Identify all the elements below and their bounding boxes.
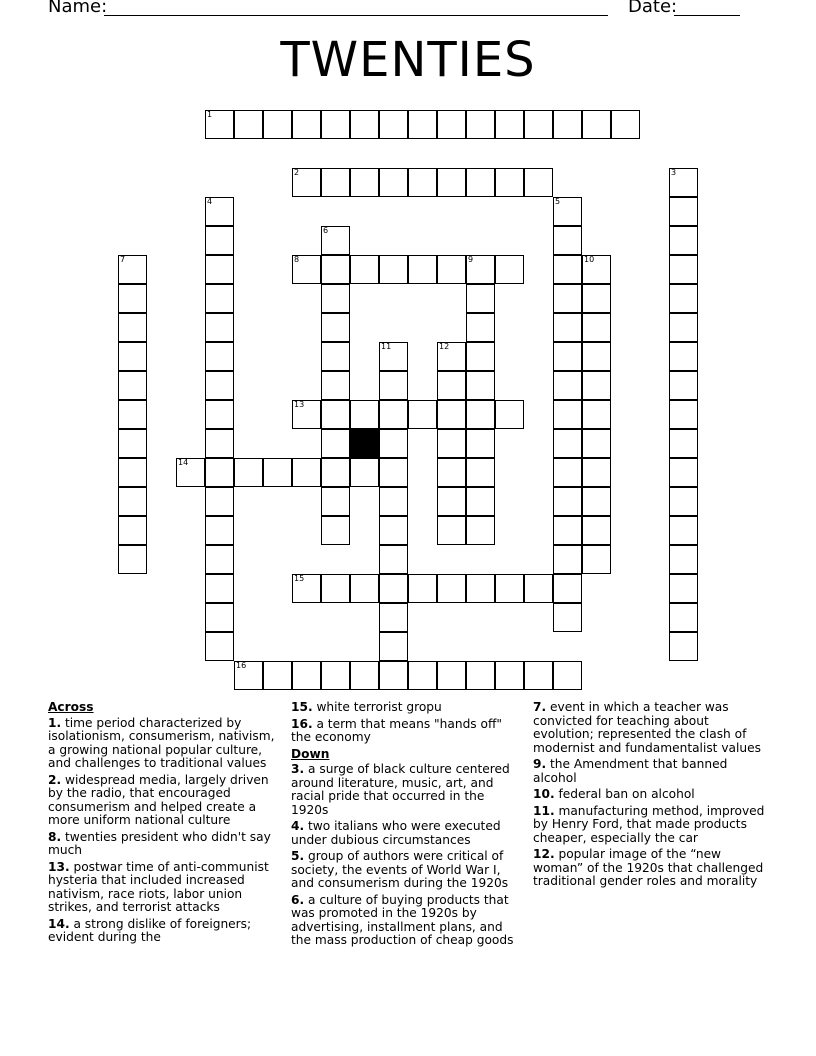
grid-cell[interactable] (611, 110, 640, 139)
grid-cell[interactable] (466, 429, 495, 458)
grid-cell[interactable] (437, 429, 466, 458)
clue-text: a term that means "hands off" the economy (291, 716, 502, 744)
grid-cell[interactable] (379, 603, 408, 632)
clue-text: twenties president who didn't say much (48, 829, 271, 857)
grid-cell[interactable] (321, 255, 350, 284)
grid-cell[interactable] (379, 110, 408, 139)
grid-cell[interactable] (292, 458, 321, 487)
clue-down-3 (291, 763, 523, 817)
grid-cell[interactable] (379, 545, 408, 574)
clue-number-label: 7 (120, 255, 126, 264)
grid-cell[interactable] (669, 603, 698, 632)
clue-number: 9. (533, 757, 547, 771)
grid-cell[interactable] (553, 284, 582, 313)
grid-cell[interactable] (553, 574, 582, 603)
grid-cell[interactable] (205, 110, 234, 139)
grid-cell[interactable] (466, 458, 495, 487)
grid-cell[interactable] (669, 342, 698, 371)
grid-cell[interactable] (669, 371, 698, 400)
clue-text: widespread media, largely driven by the radio, that encouraged consumerism and helped create a more uniform national culture (48, 772, 269, 827)
grid-cell[interactable] (582, 313, 611, 342)
clue-across-14 (48, 918, 280, 945)
clue-number-label: 5 (555, 197, 561, 206)
grid-cell[interactable] (379, 574, 408, 603)
grid-cell[interactable] (350, 110, 379, 139)
grid-cell[interactable] (321, 458, 350, 487)
grid-cell[interactable] (582, 371, 611, 400)
grid-cell[interactable] (205, 487, 234, 516)
grid-cell[interactable] (205, 603, 234, 632)
grid-cell[interactable] (466, 400, 495, 429)
clue-number-label: 9 (468, 255, 474, 264)
clue-text: a culture of buying products that was promoted in the 1920s by advertising, installment plans, and the mass production of cheap goods (291, 892, 514, 947)
grid-cell[interactable] (669, 313, 698, 342)
grid-cell[interactable] (234, 110, 263, 139)
date-label: Date: (628, 0, 678, 17)
grid-cell[interactable] (350, 661, 379, 690)
grid-cell[interactable] (466, 487, 495, 516)
clue-text: manufacturing method, improved by Henry Ford, that made products cheaper, especially the car (533, 803, 765, 845)
grid-cell[interactable] (321, 400, 350, 429)
grid-cell[interactable] (495, 255, 524, 284)
grid-cell[interactable] (118, 255, 147, 284)
grid-cell[interactable] (582, 429, 611, 458)
clue-number: 15. (291, 700, 313, 714)
clue-number-label: 1 (207, 110, 213, 119)
grid-cell[interactable] (176, 458, 205, 487)
grid-cell[interactable] (466, 110, 495, 139)
grid-cell[interactable] (524, 110, 553, 139)
grid-cell[interactable] (205, 400, 234, 429)
clue-number-label: 13 (294, 400, 305, 409)
grid-cell[interactable] (437, 487, 466, 516)
name-label: Name: (48, 0, 108, 17)
clue-down-6 (291, 894, 523, 948)
grid-cell[interactable] (321, 342, 350, 371)
clue-number: 12. (533, 847, 555, 861)
clue-number-label: 10 (584, 255, 595, 264)
clue-number: 16. (291, 716, 313, 731)
grid-cell[interactable] (669, 168, 698, 197)
clue-down-4 (291, 820, 523, 847)
clue-number-label: 16 (236, 661, 247, 670)
clue-text: event in which a teacher was convicted for teaching about evolution; represented the clash of modernist and fundamentalist values (533, 700, 761, 755)
clues-column-3 (533, 701, 769, 892)
grid-cell[interactable] (263, 110, 292, 139)
grid-cell[interactable] (553, 110, 582, 139)
clue-text: postwar time of anti-communist hysteria that included increased nativism, race riots, labor union strikes, and terrorist attacks (48, 859, 269, 914)
grid-cell[interactable] (118, 313, 147, 342)
grid-cell[interactable] (437, 516, 466, 545)
grid-cell[interactable] (292, 574, 321, 603)
grid-cell[interactable] (321, 661, 350, 690)
grid-cell[interactable] (408, 255, 437, 284)
grid-cell[interactable] (669, 487, 698, 516)
grid-cell[interactable] (408, 110, 437, 139)
grid-cell[interactable] (379, 516, 408, 545)
across-heading: Across (48, 700, 94, 714)
grid-cell[interactable] (118, 371, 147, 400)
grid-cell[interactable] (379, 429, 408, 458)
grid-cell[interactable] (466, 284, 495, 313)
clue-text: time period characterized by isolationism, consumerism, nativism, a growing national popular culture, and challenges to traditional values (48, 715, 275, 770)
grid-cell[interactable] (118, 487, 147, 516)
grid-cell[interactable] (495, 168, 524, 197)
grid-cell[interactable] (582, 110, 611, 139)
clue-across-8 (48, 831, 280, 858)
clue-number-label: 14 (178, 458, 189, 467)
grid-cell[interactable] (408, 661, 437, 690)
grid-cell[interactable] (350, 458, 379, 487)
grid-cell[interactable] (582, 545, 611, 574)
grid-cell[interactable] (379, 255, 408, 284)
grid-cell[interactable] (669, 632, 698, 661)
grid-cell[interactable] (437, 110, 466, 139)
grid-cell[interactable] (582, 516, 611, 545)
clue-down-11 (533, 805, 769, 846)
grid-cell[interactable] (234, 661, 263, 690)
clue-number: 10. (533, 787, 555, 801)
grid-cell[interactable] (205, 632, 234, 661)
grid-cell[interactable] (205, 516, 234, 545)
clue-text: white terrorist gropu (316, 700, 442, 714)
clue-text: popular image of the “new woman” of the 1920s that challenged traditional gender roles and morality (533, 847, 764, 888)
grid-cell[interactable] (495, 400, 524, 429)
grid-cell[interactable] (524, 168, 553, 197)
grid-cell[interactable] (205, 371, 234, 400)
grid-cell[interactable] (321, 110, 350, 139)
grid-cell[interactable] (553, 516, 582, 545)
grid-cell[interactable] (263, 661, 292, 690)
grid-cell[interactable] (669, 284, 698, 313)
grid-cell[interactable] (321, 574, 350, 603)
clue-number-label: 12 (439, 342, 450, 351)
clue-across-13 (48, 861, 280, 915)
grid-cell[interactable] (350, 255, 379, 284)
grid-cell[interactable] (669, 226, 698, 255)
clue-text: federal ban on alcohol (558, 787, 695, 801)
grid-cell[interactable] (437, 574, 466, 603)
grid-cell[interactable] (321, 516, 350, 545)
grid-cell[interactable] (350, 574, 379, 603)
grid-cell[interactable] (437, 255, 466, 284)
grid-cell[interactable] (292, 400, 321, 429)
clue-text: two italians who were executed under dubious circumstances (291, 819, 501, 847)
grid-cell[interactable] (466, 661, 495, 690)
grid-cell[interactable] (553, 458, 582, 487)
clue-number: 7. (533, 700, 547, 714)
grid-cell[interactable] (379, 632, 408, 661)
grid-cell[interactable] (669, 400, 698, 429)
grid-cell[interactable] (321, 226, 350, 255)
clues-column-1 (48, 701, 280, 948)
grid-cell[interactable] (292, 661, 321, 690)
grid-cell[interactable] (321, 429, 350, 458)
grid-cell[interactable] (379, 661, 408, 690)
grid-cell[interactable] (553, 545, 582, 574)
clue-number-label: 15 (294, 574, 305, 583)
clue-number: 2. (48, 772, 62, 787)
page-title: TWENTIES (280, 32, 536, 88)
grid-cell[interactable] (553, 371, 582, 400)
grid-cell[interactable] (321, 284, 350, 313)
grid-cell[interactable] (582, 255, 611, 284)
clue-number: 5. (291, 849, 305, 863)
clue-number: 14. (48, 916, 70, 931)
grid-cell[interactable] (466, 516, 495, 545)
grid-cell[interactable] (553, 400, 582, 429)
grid-cell[interactable] (466, 574, 495, 603)
grid-cell[interactable] (234, 458, 263, 487)
grid-cell[interactable] (118, 458, 147, 487)
grid-cell[interactable] (292, 168, 321, 197)
grid-cell[interactable] (350, 400, 379, 429)
grid-cell[interactable] (321, 371, 350, 400)
grid-cell[interactable] (437, 458, 466, 487)
clue-number: 8. (48, 829, 62, 844)
grid-cell[interactable] (205, 574, 234, 603)
grid-cell[interactable] (437, 168, 466, 197)
grid-cell[interactable] (408, 168, 437, 197)
grid-cell[interactable] (292, 255, 321, 284)
grid-cell[interactable] (553, 661, 582, 690)
grid-cell[interactable] (466, 255, 495, 284)
clue-number: 1. (48, 715, 62, 730)
clues-column-2 (291, 701, 523, 951)
grid-cell[interactable] (582, 342, 611, 371)
grid-cell[interactable] (524, 661, 553, 690)
clue-text: the Amendment that banned alcohol (533, 757, 728, 785)
clue-down-7 (533, 701, 769, 755)
grid-cell[interactable] (553, 487, 582, 516)
grid-cell[interactable] (582, 487, 611, 516)
grid-cell[interactable] (495, 661, 524, 690)
grid-cell[interactable] (553, 197, 582, 226)
grid-cell[interactable] (669, 197, 698, 226)
grid-cell[interactable] (669, 545, 698, 574)
clue-down-5 (291, 850, 523, 891)
grid-cell[interactable] (379, 458, 408, 487)
grid-cell[interactable] (582, 458, 611, 487)
clue-number-label: 2 (294, 168, 300, 177)
grid-cell[interactable] (379, 342, 408, 371)
grid-cell[interactable] (118, 284, 147, 313)
grid-cell[interactable] (350, 168, 379, 197)
grid-cell[interactable] (669, 574, 698, 603)
grid-cell[interactable] (118, 429, 147, 458)
clue-number-label: 3 (671, 168, 677, 177)
grid-cell[interactable] (437, 342, 466, 371)
down-heading: Down (291, 746, 330, 761)
clue-text: a strong dislike of foreigners; evident during the (48, 916, 252, 944)
grid-cell[interactable] (205, 545, 234, 574)
grid-cell[interactable] (408, 574, 437, 603)
grid-cell[interactable] (553, 603, 582, 632)
grid-cell[interactable] (118, 516, 147, 545)
grid-cell[interactable] (495, 574, 524, 603)
grid-cell[interactable] (205, 313, 234, 342)
clue-number: 3. (291, 762, 305, 776)
grid-cell[interactable] (263, 458, 292, 487)
clue-number: 4. (291, 819, 305, 833)
grid-cell[interactable] (466, 342, 495, 371)
clue-down-12 (533, 848, 769, 889)
grid-cell[interactable] (321, 313, 350, 342)
clue-across-2 (48, 774, 280, 828)
grid-cell[interactable] (408, 400, 437, 429)
grid-cell[interactable] (553, 429, 582, 458)
grid-cell[interactable] (466, 168, 495, 197)
clue-number: 11. (533, 803, 555, 818)
grid-cell[interactable] (292, 110, 321, 139)
clue-number-label: 11 (381, 342, 392, 351)
clue-number: 13. (48, 859, 70, 874)
grid-cell[interactable] (669, 516, 698, 545)
grid-cell[interactable] (437, 371, 466, 400)
grid-cell[interactable] (669, 429, 698, 458)
grid-cell[interactable] (205, 226, 234, 255)
grid-cell[interactable] (205, 255, 234, 284)
grid-cell[interactable] (495, 110, 524, 139)
grid-cell[interactable] (553, 313, 582, 342)
clue-across-1 (48, 717, 280, 771)
clue-across-16 (291, 718, 523, 745)
grid-cell[interactable] (466, 371, 495, 400)
grid-cell[interactable] (437, 400, 466, 429)
grid-cell[interactable] (205, 429, 234, 458)
black-square (350, 429, 379, 458)
clue-number: 6. (291, 892, 305, 907)
grid-cell[interactable] (553, 226, 582, 255)
grid-cell[interactable] (553, 255, 582, 284)
grid-cell[interactable] (669, 255, 698, 284)
clue-down-9 (533, 758, 769, 785)
grid-cell[interactable] (321, 487, 350, 516)
grid-cell[interactable] (669, 458, 698, 487)
grid-cell[interactable] (379, 400, 408, 429)
grid-cell[interactable] (379, 487, 408, 516)
grid-cell[interactable] (321, 168, 350, 197)
grid-cell[interactable] (118, 342, 147, 371)
grid-cell[interactable] (582, 284, 611, 313)
grid-cell[interactable] (205, 342, 234, 371)
grid-cell[interactable] (379, 168, 408, 197)
grid-cell[interactable] (524, 574, 553, 603)
grid-cell[interactable] (118, 545, 147, 574)
grid-cell[interactable] (582, 400, 611, 429)
clue-number-label: 6 (323, 226, 329, 235)
clue-down-10 (533, 788, 769, 802)
grid-cell[interactable] (437, 661, 466, 690)
clue-number-label: 4 (207, 197, 213, 206)
clue-number-label: 8 (294, 255, 300, 264)
grid-cell[interactable] (553, 342, 582, 371)
grid-cell[interactable] (205, 284, 234, 313)
grid-cell[interactable] (466, 313, 495, 342)
grid-cell[interactable] (205, 197, 234, 226)
grid-cell[interactable] (379, 371, 408, 400)
clue-text: group of authors were critical of society, the events of World War I, and consumerism during the 1920s (291, 849, 509, 890)
grid-cell[interactable] (118, 400, 147, 429)
clue-across-15 (291, 701, 523, 715)
grid-cell[interactable] (205, 458, 234, 487)
clue-text: a surge of black culture centered around literature, music, art, and racial pride that occurred in the 1920s (291, 762, 510, 817)
